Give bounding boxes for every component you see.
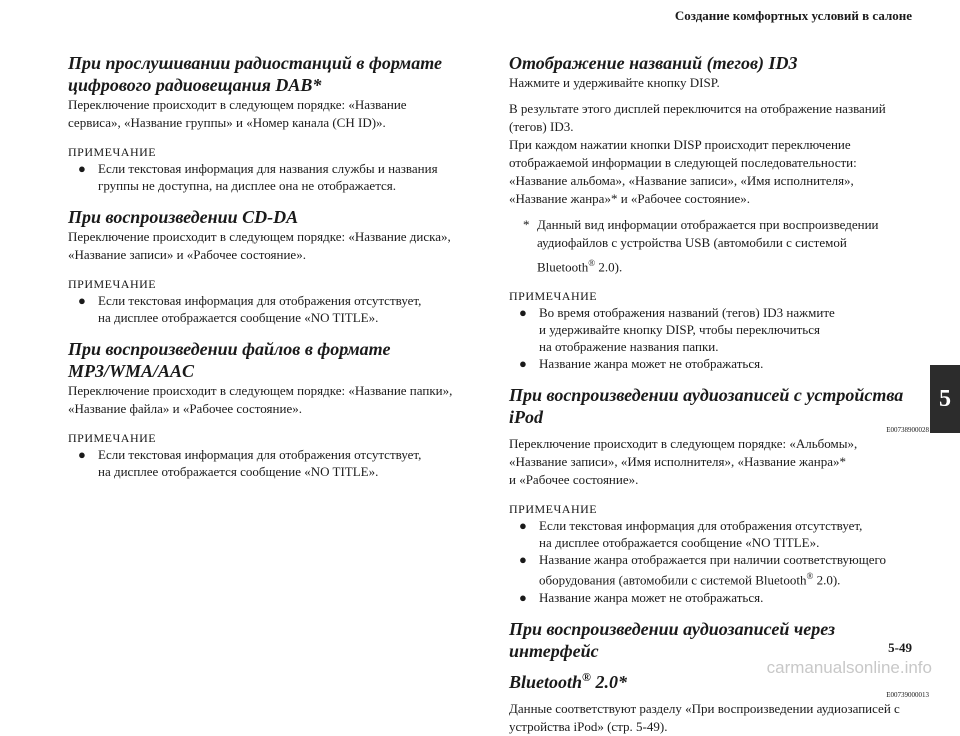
bullet-text: на дисплее отображается сообщение «NO TITLE».	[539, 535, 820, 551]
bullet-text: Название жанра может не отображаться.	[539, 356, 764, 372]
section-mp3	[68, 338, 486, 480]
section-heading: При воспроизведении файлов в формате	[68, 339, 391, 359]
bullet-text: на отображение названия папки.	[539, 339, 719, 355]
section-heading: При воспроизведении аудиозаписей через интерфейс	[509, 618, 836, 661]
section-id3	[509, 52, 929, 372]
section-heading: Bluetooth® 2.0*	[509, 669, 627, 692]
bullet-text: Если текстовая информация для отображения отсутствует,	[539, 518, 863, 534]
watermark: carmanualsonline.info	[766, 658, 932, 677]
footnote-mark: *	[523, 217, 530, 232]
bullet-text: Если текстовая информация для отображения отсутствует,	[98, 447, 422, 462]
note-bullet	[68, 292, 486, 326]
bullet-text: группы не доступна, на дисплее она не отображается.	[98, 178, 397, 193]
bullet-icon: ●	[78, 447, 86, 462]
body-text: сервиса», «Название группы» и «Номер канала (CH ID)».	[68, 115, 386, 130]
body-text: «Название файла» и «Рабочее состояние».	[68, 401, 302, 416]
body-text: Данные соответствуют разделу «При воспроизведении аудиозаписей с	[509, 700, 900, 716]
footnote-text: аудиофайлов с устройства USB (автомобили с системой	[537, 235, 847, 250]
running-header: Создание комфортных условий в салоне	[674, 8, 912, 23]
bullet-text: на дисплее отображается сообщение «NO TITLE».	[98, 310, 379, 325]
body-text: Переключение происходит в следующем порядке: «Название	[68, 97, 407, 112]
bullet-text: на дисплее отображается сообщение «NO TITLE».	[98, 464, 379, 479]
body-text: В результате этого дисплей переключится на отображение названий	[509, 101, 886, 116]
body-text: Нажмите и удерживайте кнопку DISP.	[509, 75, 720, 90]
note-bullet	[509, 355, 929, 372]
bullet-text: Если текстовая информация для названия службы и названия	[98, 161, 438, 176]
bullet-icon: ●	[519, 552, 527, 568]
note-bullet	[509, 589, 929, 606]
body-text: отображаемой информации в следующей последовательности:	[509, 155, 857, 170]
body-text: Переключение происходит в следующем порядке: «Альбомы»,	[509, 436, 858, 452]
footnote	[509, 216, 929, 276]
bullet-icon: ●	[519, 305, 527, 321]
bullet-icon: ●	[519, 589, 527, 605]
section-dab	[68, 52, 486, 194]
body-text: «Название жанра»* и «Рабочее состояние».	[509, 191, 751, 206]
left-column	[68, 52, 486, 480]
section-heading: При прослушивании радиостанций в формате	[68, 53, 443, 73]
bullet-icon: ●	[519, 356, 527, 372]
bullet-icon: ●	[519, 518, 527, 534]
body-text: «Название записи», «Имя исполнителя», «Название жанра»*	[509, 454, 846, 470]
note-title: ПРИМЕЧАНИЕ	[68, 145, 157, 159]
note-bullet	[68, 446, 486, 480]
body-text: Переключение происходит в следующем порядке: «Название диска»,	[68, 229, 451, 244]
section-heading: Отображение названий (тегов) ID3	[509, 53, 798, 73]
page-number: 5-49	[888, 640, 912, 655]
section-heading: При воспроизведении аудиозаписей с устройства iPod	[509, 385, 904, 428]
body-text: «Название записи» и «Рабочее состояние».	[68, 247, 306, 262]
body-text: При каждом нажатии кнопки DISP происходит переключение	[509, 137, 851, 152]
note-bullet	[68, 160, 486, 194]
section-code: E00738900028	[886, 426, 929, 435]
section-heading: цифрового радиовещания DAB*	[68, 75, 322, 95]
note-bullet	[509, 551, 929, 588]
bullet-text: Название жанра отображается при наличии соответствующего	[539, 552, 887, 568]
note-title: ПРИМЕЧАНИЕ	[68, 431, 157, 445]
body-text: Переключение происходит в следующем порядке: «Название папки»,	[68, 383, 453, 398]
bullet-text: оборудования (автомобили с системой Bluetooth® 2.0).	[539, 571, 841, 588]
footnote-text: Данный вид информации отображается при воспроизведении	[537, 217, 879, 232]
footnote-text: Bluetooth® 2.0).	[537, 258, 623, 275]
chapter-tab: 5	[930, 365, 960, 433]
section-code: E00739000013	[886, 690, 929, 699]
body-text: и «Рабочее состояние».	[509, 472, 639, 488]
note-title: ПРИМЕЧАНИЕ	[509, 502, 598, 517]
bullet-text: Если текстовая информация для отображения отсутствует,	[98, 293, 422, 308]
section-heading: MP3/WMA/AAC	[68, 361, 195, 381]
note-bullet	[509, 304, 929, 355]
note-title: ПРИМЕЧАНИЕ	[68, 277, 157, 291]
note-title: ПРИМЕЧАНИЕ	[509, 289, 598, 304]
section-heading: При воспроизведении CD-DA	[68, 207, 299, 227]
bullet-text: и удерживайте кнопку DISP, чтобы переключиться	[539, 322, 820, 338]
note-bullet	[509, 517, 929, 551]
body-text: устройства iPod» (стр. 5-49).	[509, 718, 668, 734]
bullet-icon: ●	[78, 161, 86, 176]
bullet-text: Во время отображения названий (тегов) ID3 нажмите	[539, 305, 835, 321]
section-ipod	[509, 384, 929, 605]
right-column	[509, 52, 929, 736]
bullet-text: Название жанра может не отображаться.	[539, 589, 764, 605]
body-text: «Название альбома», «Название записи», «Имя исполнителя»,	[509, 173, 854, 188]
body-text: (тегов) ID3.	[509, 119, 574, 134]
section-cd-da	[68, 206, 486, 326]
bullet-icon: ●	[78, 293, 86, 308]
